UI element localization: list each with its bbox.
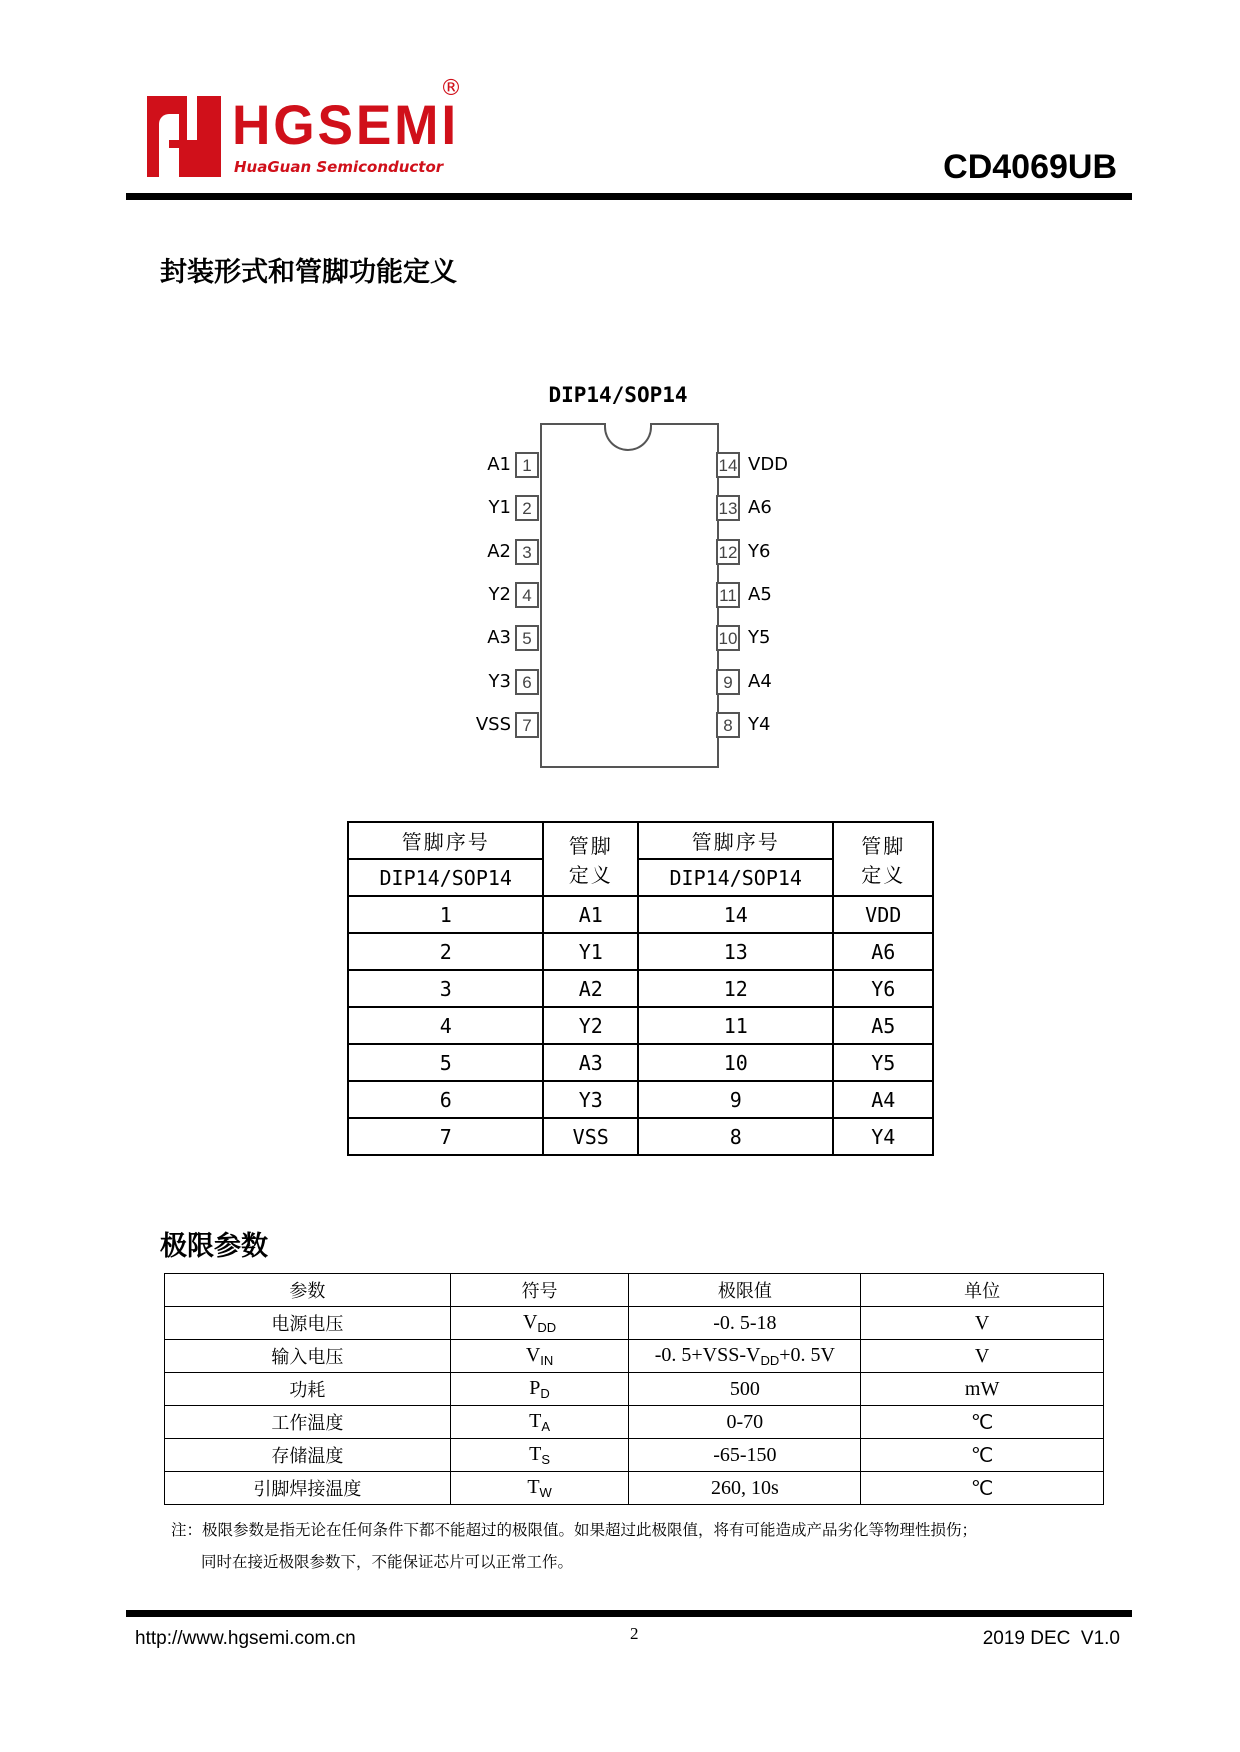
unit: mW: [861, 1373, 1104, 1406]
pin-number: 13: [638, 933, 833, 970]
unit: ℃: [861, 1439, 1104, 1472]
parameter: 电源电压: [165, 1307, 451, 1340]
registered-mark: ®: [440, 76, 462, 101]
pin-number: 7: [348, 1118, 543, 1155]
table-row: [348, 896, 933, 933]
header-pin-number: 管脚序号: [348, 822, 543, 859]
parameter: 存储温度: [165, 1439, 451, 1472]
pin-definition: Y3: [543, 1081, 638, 1118]
symbol: $T_A$: [450, 1406, 629, 1439]
logo-mark: [147, 96, 221, 177]
limit-value: -0. 5-18: [629, 1307, 861, 1340]
pin-definition: Y5: [833, 1044, 933, 1081]
pin-number: 2: [515, 495, 539, 521]
pin-definition: A5: [833, 1007, 933, 1044]
pin-number: 1: [515, 452, 539, 478]
pin-label: Y5: [748, 627, 771, 649]
symbol: $T_W$: [450, 1472, 629, 1505]
footer-rule: [126, 1610, 1132, 1617]
parameter: 输入电压: [165, 1340, 451, 1373]
header-parameter: 参数: [165, 1274, 451, 1307]
pin-label: A6: [748, 497, 772, 519]
header-package: DIP14/SOP14: [638, 859, 833, 896]
pin-definition: VDD: [833, 896, 933, 933]
pin-label: Y1: [488, 497, 511, 519]
page-number: 2: [630, 1624, 639, 1643]
table-row: [165, 1373, 1104, 1406]
pin-number: 6: [515, 669, 539, 695]
pin-number: 8: [638, 1118, 833, 1155]
pin-number: 12: [638, 970, 833, 1007]
unit: V: [861, 1340, 1104, 1373]
table-row: [348, 1081, 933, 1118]
part-number: CD4069UB: [943, 148, 1117, 186]
pin-label: Y2: [488, 583, 511, 605]
pin-definition: Y6: [833, 970, 933, 1007]
header-pin-definition: 管脚 定义: [543, 822, 638, 896]
pin-definition: A1: [543, 896, 638, 933]
pin-number: 8: [716, 712, 740, 738]
table-row: [165, 1307, 1104, 1340]
table-row: [165, 1472, 1104, 1505]
section-title-package: 封装形式和管脚功能定义: [160, 257, 457, 288]
limit-value: 260, 10s: [629, 1472, 861, 1505]
unit: V: [861, 1307, 1104, 1340]
limit-value: 0-70: [629, 1406, 861, 1439]
parameter: 引脚焊接温度: [165, 1472, 451, 1505]
header-package: DIP14/SOP14: [348, 859, 543, 896]
symbol: $V_{IN}$: [450, 1340, 629, 1373]
note-line-2: 同时在接近极限参数下，不能保证芯片可以正常工作。: [201, 1553, 574, 1571]
pin-definition: A4: [833, 1081, 933, 1118]
pin-number: 5: [348, 1044, 543, 1081]
package-title: DIP14/SOP14: [548, 383, 688, 407]
symbol: $T_S$: [450, 1439, 629, 1472]
header-unit: 单位: [861, 1274, 1104, 1307]
pin-number: 11: [716, 582, 740, 608]
symbol: $P_D$: [450, 1373, 629, 1406]
chip-outline: [540, 423, 719, 768]
pin-label: Y3: [488, 670, 511, 692]
limits-table: [164, 1273, 1104, 1505]
note-line-1: 注：极限参数是指无论在任何条件下都不能超过的极限值。如果超过此极限值，将有可能造成产品劣化等物理性损伤；: [171, 1521, 978, 1539]
pin-label: A5: [748, 583, 772, 605]
limit-value: 500: [629, 1373, 861, 1406]
pin-label: VDD: [748, 454, 789, 475]
table-row: [165, 1439, 1104, 1472]
pin-number: 11: [638, 1007, 833, 1044]
table-row: [348, 933, 933, 970]
pin-number: 9: [716, 669, 740, 695]
header-rule: [126, 193, 1132, 200]
pin-definition: Y4: [833, 1118, 933, 1155]
pin-number: 14: [638, 896, 833, 933]
pin-number: 1: [348, 896, 543, 933]
table-row: [165, 1406, 1104, 1439]
limit-value: -65-150: [629, 1439, 861, 1472]
footer-url[interactable]: http://www.hgsemi.com.cn: [135, 1628, 356, 1649]
header-limit: 极限值: [629, 1274, 861, 1307]
parameter: 功耗: [165, 1373, 451, 1406]
header-symbol: 符号: [450, 1274, 629, 1307]
unit: ℃: [861, 1406, 1104, 1439]
table-row: [165, 1340, 1104, 1373]
pin-number: 4: [515, 582, 539, 608]
pin-number: 14: [716, 452, 740, 478]
pin-definition: A6: [833, 933, 933, 970]
parameter: 工作温度: [165, 1406, 451, 1439]
pin-number: 5: [515, 625, 539, 651]
pin-definition: Y2: [543, 1007, 638, 1044]
table-row: [348, 1044, 933, 1081]
pin-number: 2: [348, 933, 543, 970]
logo-brand: HGSEMI: [232, 93, 459, 156]
pin-definition: VSS: [543, 1118, 638, 1155]
pin-label: A2: [487, 540, 511, 562]
pin-label: A3: [487, 627, 511, 649]
pin-label: A4: [748, 670, 772, 692]
pin-number: 6: [348, 1081, 543, 1118]
header-pin-number: 管脚序号: [638, 822, 833, 859]
pin-number: 7: [515, 712, 539, 738]
table-row: [348, 970, 933, 1007]
pin-definition: A3: [543, 1044, 638, 1081]
pin-label: Y6: [748, 540, 771, 562]
pin-number: 10: [716, 625, 740, 651]
pin-definition: Y1: [543, 933, 638, 970]
section-title-limits: 极限参数: [160, 1231, 268, 1262]
pin-number: 3: [515, 539, 539, 565]
pin-label: A1: [487, 454, 511, 475]
pin-label: Y4: [748, 713, 771, 735]
pin-number: 3: [348, 970, 543, 1007]
unit: ℃: [861, 1472, 1104, 1505]
pin-table: [347, 821, 934, 1156]
pin-number: 12: [716, 539, 740, 565]
pin-number: 4: [348, 1007, 543, 1044]
pin-definition: A2: [543, 970, 638, 1007]
pin-number: 10: [638, 1044, 833, 1081]
pin-number: 13: [716, 495, 740, 521]
pin-label: VSS: [475, 713, 511, 735]
pin-number: 9: [638, 1081, 833, 1118]
table-row: [348, 1118, 933, 1155]
table-row: [348, 1007, 933, 1044]
header-pin-definition: 管脚 定义: [833, 822, 933, 896]
footer-version: 2019 DEC V1.0: [982, 1628, 1120, 1649]
logo-tagline: HuaGuan Semiconductor: [234, 158, 444, 176]
symbol: $V_{DD}$: [450, 1307, 629, 1340]
limit-value: -0. $5+VSS-V_{DD}+0$. 5V: [629, 1340, 861, 1373]
